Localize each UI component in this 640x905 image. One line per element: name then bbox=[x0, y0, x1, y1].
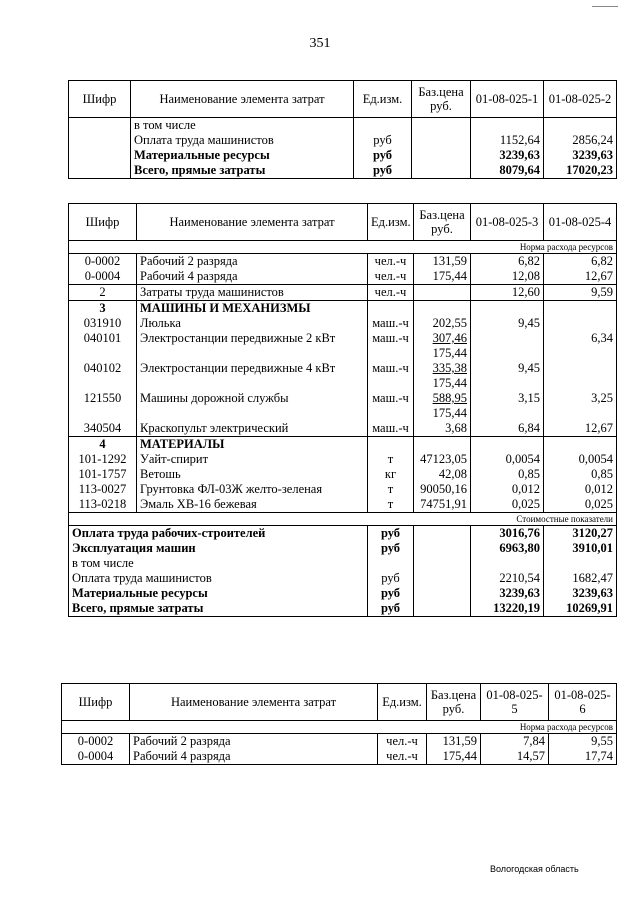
table-row bbox=[69, 391, 617, 406]
header-col-1: 01-08-025-1 bbox=[471, 81, 544, 118]
summary-label: Всего, прямые затраты bbox=[69, 601, 368, 617]
row-value-2: 12,67 bbox=[544, 269, 617, 285]
row-unit: чел.-ч bbox=[368, 254, 414, 270]
row-code: 101-1292 bbox=[69, 452, 137, 467]
row-value-2: 9,59 bbox=[544, 285, 617, 301]
row-value-1: 3,15 bbox=[471, 391, 544, 406]
table-row bbox=[69, 316, 617, 331]
row-unit: маш.-ч bbox=[368, 361, 414, 376]
row-value-2: 3,25 bbox=[544, 391, 617, 406]
row-unit: чел.-ч bbox=[378, 734, 427, 750]
row-price: 47123,05 bbox=[414, 452, 471, 467]
row-unit: руб bbox=[354, 163, 412, 179]
row-unit: чел.-ч bbox=[368, 269, 414, 285]
table-row bbox=[69, 163, 617, 179]
row-value-1: 3239,63 bbox=[471, 148, 544, 163]
row-value-2: 9,55 bbox=[549, 734, 617, 750]
header-name: Наименование элемента затрат bbox=[131, 81, 354, 118]
summary-value-2: 1682,47 bbox=[544, 571, 617, 586]
row-label: Краскопульт электрический bbox=[137, 421, 368, 437]
row-price-rate: 175,44 bbox=[414, 406, 471, 421]
row-label: в том числе bbox=[131, 118, 354, 134]
header-code: Шифр bbox=[62, 684, 130, 721]
row-label: Материальные ресурсы bbox=[131, 148, 354, 163]
row-label: Всего, прямые затраты bbox=[131, 163, 354, 179]
row-unit: т bbox=[368, 482, 414, 497]
table-row bbox=[69, 254, 617, 270]
row-value-1: 7,84 bbox=[481, 734, 549, 750]
summary-label: Эксплуатация машин bbox=[69, 541, 368, 556]
table-row-rate bbox=[69, 376, 617, 391]
row-price: 175,44 bbox=[414, 269, 471, 285]
table-row bbox=[69, 285, 617, 301]
row-code: 0-0002 bbox=[69, 254, 137, 270]
row-unit: маш.-ч bbox=[368, 391, 414, 406]
row-unit: чел.-ч bbox=[378, 749, 427, 765]
header-col-2: 01-08-025-2 bbox=[544, 81, 617, 118]
header-unit: Ед.изм. bbox=[368, 204, 414, 241]
row-value-2: 0,025 bbox=[544, 497, 617, 513]
summary-value-2: 10269,91 bbox=[544, 601, 617, 617]
cost-table-3 bbox=[61, 683, 617, 765]
summary-row bbox=[69, 571, 617, 586]
header-code: Шифр bbox=[69, 81, 131, 118]
row-price: 335,38 bbox=[414, 361, 471, 376]
header-unit: Ед.изм. bbox=[378, 684, 427, 721]
row-price: 90050,16 bbox=[414, 482, 471, 497]
cost-table-1 bbox=[68, 80, 617, 179]
summary-label: в том числе bbox=[69, 556, 368, 571]
row-price: 175,44 bbox=[427, 749, 481, 765]
row-value-1: 6,84 bbox=[471, 421, 544, 437]
row-value-1: 1152,64 bbox=[471, 133, 544, 148]
row-label: Уайт-спирит bbox=[137, 452, 368, 467]
row-unit: маш.-ч bbox=[368, 421, 414, 437]
table-header bbox=[62, 684, 617, 721]
row-label: Электростанции передвижные 4 кВт bbox=[137, 361, 368, 376]
row-unit: маш.-ч bbox=[368, 316, 414, 331]
row-price: 307,46 bbox=[414, 331, 471, 346]
section-title: МАШИНЫ И МЕХАНИЗМЫ bbox=[137, 301, 368, 317]
header-base-price: Баз.цена руб. bbox=[427, 684, 481, 721]
row-value-2: 0,012 bbox=[544, 482, 617, 497]
summary-label: Оплата труда рабочих-строителей bbox=[69, 526, 368, 542]
header-unit: Ед.изм. bbox=[354, 81, 412, 118]
section-number: 4 bbox=[69, 437, 137, 453]
row-unit: маш.-ч bbox=[368, 331, 414, 346]
row-unit: т bbox=[368, 452, 414, 467]
table-row bbox=[69, 497, 617, 513]
row-value-1: 14,57 bbox=[481, 749, 549, 765]
row-label: Рабочий 4 разряда bbox=[130, 749, 378, 765]
header-base-price: Баз.цена руб. bbox=[412, 81, 471, 118]
row-value-2: 3239,63 bbox=[544, 148, 617, 163]
band-cost-label: Стоимостные показатели bbox=[69, 513, 617, 526]
summary-row bbox=[69, 586, 617, 601]
header-name: Наименование элемента затрат bbox=[130, 684, 378, 721]
row-code: 2 bbox=[69, 285, 137, 301]
summary-unit: руб bbox=[368, 526, 414, 542]
row-price: 3,68 bbox=[414, 421, 471, 437]
row-price: 42,08 bbox=[414, 467, 471, 482]
summary-unit: руб bbox=[368, 571, 414, 586]
table-row bbox=[62, 749, 617, 765]
row-value-1: 8079,64 bbox=[471, 163, 544, 179]
section-title: МАТЕРИАЛЫ bbox=[137, 437, 368, 453]
row-code: 0-0004 bbox=[69, 269, 137, 285]
row-value-1: 0,012 bbox=[471, 482, 544, 497]
row-label: Грунтовка ФЛ-03Ж желто-зеленая bbox=[137, 482, 368, 497]
table-header bbox=[69, 204, 617, 241]
summary-value-1: 3016,76 bbox=[471, 526, 544, 542]
row-price: 131,59 bbox=[414, 254, 471, 270]
row-value-2: 12,67 bbox=[544, 421, 617, 437]
table-row bbox=[69, 482, 617, 497]
band-cost bbox=[69, 513, 617, 526]
table-row-rate bbox=[69, 406, 617, 421]
corner-mark bbox=[592, 6, 618, 7]
header-col-4: 01-08-025-4 bbox=[544, 204, 617, 241]
header-code: Шифр bbox=[69, 204, 137, 241]
row-code: 0-0002 bbox=[62, 734, 130, 750]
row-label: Машины дорожной службы bbox=[137, 391, 368, 406]
table-row bbox=[69, 269, 617, 285]
row-code: 113-0027 bbox=[69, 482, 137, 497]
row-value-1: 9,45 bbox=[471, 361, 544, 376]
section-row bbox=[69, 437, 617, 453]
summary-unit: руб bbox=[368, 586, 414, 601]
table-row bbox=[69, 133, 617, 148]
page-number: 351 bbox=[309, 36, 331, 51]
header-col-3: 01-08-025-3 bbox=[471, 204, 544, 241]
table-row bbox=[69, 148, 617, 163]
row-value-2: 0,0054 bbox=[544, 452, 617, 467]
row-value-1: 12,08 bbox=[471, 269, 544, 285]
table-row bbox=[69, 118, 617, 134]
row-value-2: 17020,23 bbox=[544, 163, 617, 179]
summary-unit: руб bbox=[368, 541, 414, 556]
summary-unit: руб bbox=[368, 601, 414, 617]
table-row bbox=[69, 452, 617, 467]
row-code: 113-0218 bbox=[69, 497, 137, 513]
row-label: Рабочий 2 разряда bbox=[137, 254, 368, 270]
table-row bbox=[69, 361, 617, 376]
band-norm-label: Норма расхода ресурсов bbox=[62, 721, 617, 734]
summary-value-1: 6963,80 bbox=[471, 541, 544, 556]
row-label: Электростанции передвижные 2 кВт bbox=[137, 331, 368, 346]
row-price: 131,59 bbox=[427, 734, 481, 750]
table-row-rate bbox=[69, 346, 617, 361]
row-value-1: 9,45 bbox=[471, 316, 544, 331]
row-price-rate: 175,44 bbox=[414, 376, 471, 391]
summary-label: Материальные ресурсы bbox=[69, 586, 368, 601]
summary-value-2: 3120,27 bbox=[544, 526, 617, 542]
row-value-1: 0,85 bbox=[471, 467, 544, 482]
row-price: 588,95 bbox=[414, 391, 471, 406]
header-col-5: 01-08-025-5 bbox=[481, 684, 549, 721]
table-row bbox=[69, 331, 617, 346]
row-label: Оплата труда машинистов bbox=[131, 133, 354, 148]
row-value-2: 2856,24 bbox=[544, 133, 617, 148]
header-name: Наименование элемента затрат bbox=[137, 204, 368, 241]
cost-table-2 bbox=[68, 203, 617, 617]
row-value-1: 12,60 bbox=[471, 285, 544, 301]
row-value-2: 6,34 bbox=[544, 331, 617, 346]
band-norm bbox=[62, 721, 617, 734]
summary-value-2: 3910,01 bbox=[544, 541, 617, 556]
table-row bbox=[69, 467, 617, 482]
row-code: 0-0004 bbox=[62, 749, 130, 765]
row-code: 031910 bbox=[69, 316, 137, 331]
row-value-1: 0,0054 bbox=[471, 452, 544, 467]
row-price: 74751,91 bbox=[414, 497, 471, 513]
row-code: 340504 bbox=[69, 421, 137, 437]
summary-value-1: 2210,54 bbox=[471, 571, 544, 586]
row-value-1: 0,025 bbox=[471, 497, 544, 513]
row-unit: руб bbox=[354, 148, 412, 163]
summary-value-1: 13220,19 bbox=[471, 601, 544, 617]
row-code: 101-1757 bbox=[69, 467, 137, 482]
row-value-2: 0,85 bbox=[544, 467, 617, 482]
header-base-price: Баз.цена руб. bbox=[414, 204, 471, 241]
row-label: Люлька bbox=[137, 316, 368, 331]
section-number: 3 bbox=[69, 301, 137, 317]
row-price: 202,55 bbox=[414, 316, 471, 331]
row-unit: т bbox=[368, 497, 414, 513]
row-value-1: 6,82 bbox=[471, 254, 544, 270]
table-row bbox=[69, 421, 617, 437]
row-value-2: 17,74 bbox=[549, 749, 617, 765]
band-norm-label: Норма расхода ресурсов bbox=[69, 241, 617, 254]
table-header bbox=[69, 81, 617, 118]
summary-row bbox=[69, 526, 617, 542]
row-label: Затраты труда машинистов bbox=[137, 285, 368, 301]
row-unit: кг bbox=[368, 467, 414, 482]
summary-label: Оплата труда машинистов bbox=[69, 571, 368, 586]
row-unit: чел.-ч bbox=[368, 285, 414, 301]
summary-value-1: 3239,63 bbox=[471, 586, 544, 601]
summary-row bbox=[69, 601, 617, 617]
row-label: Рабочий 4 разряда bbox=[137, 269, 368, 285]
header-col-6: 01-08-025-6 bbox=[549, 684, 617, 721]
section-row bbox=[69, 301, 617, 317]
table-row bbox=[62, 734, 617, 750]
region-footer: Вологодская область bbox=[490, 864, 579, 874]
row-code: 040101 bbox=[69, 331, 137, 346]
summary-row bbox=[69, 556, 617, 571]
row-value-2: 6,82 bbox=[544, 254, 617, 270]
summary-row bbox=[69, 541, 617, 556]
row-label: Эмаль ХВ-16 бежевая bbox=[137, 497, 368, 513]
row-label: Рабочий 2 разряда bbox=[130, 734, 378, 750]
row-label: Ветошь bbox=[137, 467, 368, 482]
row-unit: руб bbox=[354, 133, 412, 148]
row-code: 121550 bbox=[69, 391, 137, 406]
summary-value-2: 3239,63 bbox=[544, 586, 617, 601]
row-code: 040102 bbox=[69, 361, 137, 376]
row-price-rate: 175,44 bbox=[414, 346, 471, 361]
band-norm bbox=[69, 241, 617, 254]
